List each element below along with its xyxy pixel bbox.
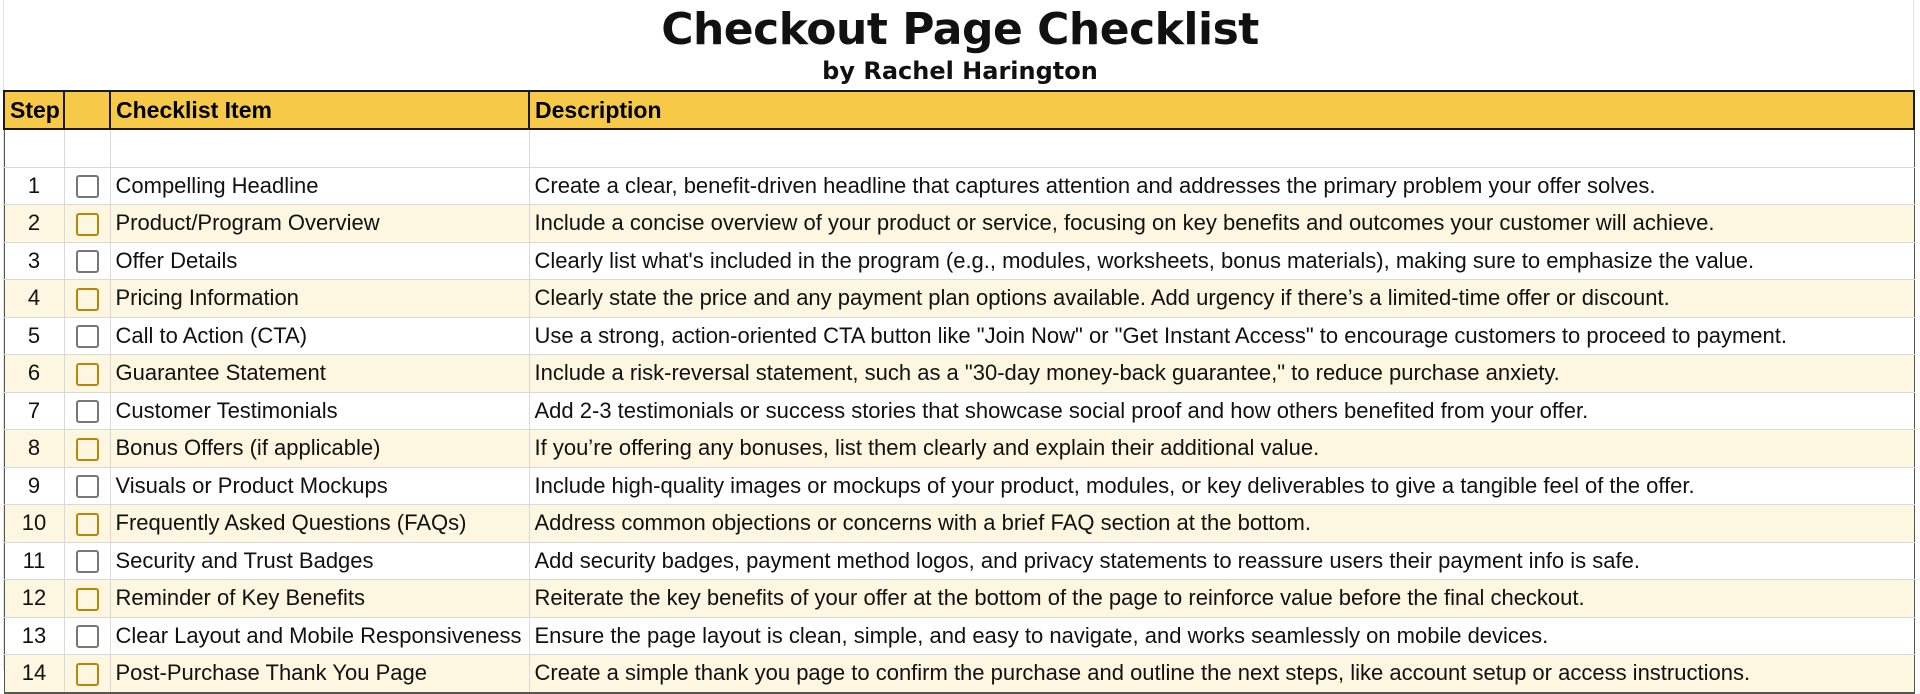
checkbox-cell bbox=[64, 430, 110, 468]
checkbox-cell bbox=[64, 505, 110, 543]
header-gap bbox=[4, 129, 1914, 167]
table-row bbox=[4, 205, 1914, 243]
checklist-checkbox[interactable] bbox=[76, 625, 99, 648]
checklist-checkbox[interactable] bbox=[76, 400, 99, 423]
item-description[interactable]: If you’re offering any bonuses, list them clearly and explain their additional value. bbox=[529, 430, 1914, 468]
item-description[interactable]: Create a clear, benefit-driven headline that captures attention and addresses the primary problem your offer solves. bbox=[529, 167, 1914, 205]
table-row bbox=[4, 167, 1914, 205]
checklist-checkbox[interactable] bbox=[76, 663, 99, 686]
step-number: 7 bbox=[4, 392, 64, 430]
checklist-checkbox[interactable] bbox=[76, 588, 99, 611]
item-description[interactable]: Clearly state the price and any payment plan options available. Add urgency if there’s a limited-time offer or discount. bbox=[529, 280, 1914, 318]
table-row bbox=[4, 317, 1914, 355]
checklist-checkbox[interactable] bbox=[76, 475, 99, 498]
item-description[interactable]: Ensure the page layout is clean, simple, and easy to navigate, and works seamlessly on mobile devices. bbox=[529, 617, 1914, 655]
checkbox-cell bbox=[64, 467, 110, 505]
table-row bbox=[4, 542, 1914, 580]
checkbox-cell bbox=[64, 317, 110, 355]
item-description[interactable]: Use a strong, action-oriented CTA button like "Join Now" or "Get Instant Access" to encourage customers to proceed to payment. bbox=[529, 317, 1914, 355]
page-subtitle: by Rachel Harington bbox=[822, 57, 1098, 85]
checklist-item[interactable]: Offer Details bbox=[110, 242, 529, 280]
item-description[interactable]: Include high-quality images or mockups of your product, modules, or key deliverables to give a tangible feel of the offer. bbox=[529, 467, 1914, 505]
page-title: Checkout Page Checklist bbox=[661, 4, 1259, 55]
checklist-item[interactable]: Reminder of Key Benefits bbox=[110, 580, 529, 618]
table-row bbox=[4, 242, 1914, 280]
checkbox-cell bbox=[64, 392, 110, 430]
checkbox-cell bbox=[64, 280, 110, 318]
header-row bbox=[4, 91, 1914, 129]
description-header[interactable]: Description bbox=[529, 91, 1914, 129]
checklist-checkbox[interactable] bbox=[76, 288, 99, 311]
step-header[interactable]: Step bbox=[4, 91, 64, 129]
step-number: 2 bbox=[4, 205, 64, 243]
step-number: 11 bbox=[4, 542, 64, 580]
checklist-checkbox[interactable] bbox=[76, 438, 99, 461]
checklist-item[interactable]: Guarantee Statement bbox=[110, 355, 529, 393]
checklist-checkbox[interactable] bbox=[76, 250, 99, 273]
step-number: 14 bbox=[4, 655, 64, 693]
item-description[interactable]: Include a concise overview of your product or service, focusing on key benefits and outcomes your customer will achieve. bbox=[529, 205, 1914, 243]
checklist-item[interactable]: Call to Action (CTA) bbox=[110, 317, 529, 355]
step-number: 5 bbox=[4, 317, 64, 355]
table-row bbox=[4, 467, 1914, 505]
checklist-item[interactable]: Clear Layout and Mobile Responsiveness bbox=[110, 617, 529, 655]
check-header[interactable] bbox=[64, 91, 110, 129]
step-number: 10 bbox=[4, 505, 64, 543]
item-header[interactable]: Checklist Item bbox=[110, 91, 529, 129]
item-description[interactable]: Include a risk-reversal statement, such as a "30-day money-back guarantee," to reduce purchase anxiety. bbox=[529, 355, 1914, 393]
step-number: 4 bbox=[4, 280, 64, 318]
checklist-checkbox[interactable] bbox=[76, 175, 99, 198]
checklist-item[interactable]: Frequently Asked Questions (FAQs) bbox=[110, 505, 529, 543]
checklist-checkbox[interactable] bbox=[76, 550, 99, 573]
item-description[interactable]: Add security badges, payment method logos, and privacy statements to reassure users their payment info is safe. bbox=[529, 542, 1914, 580]
checklist-item[interactable]: Product/Program Overview bbox=[110, 205, 529, 243]
table-row bbox=[4, 580, 1914, 618]
table-row bbox=[4, 505, 1914, 543]
checkbox-cell bbox=[64, 242, 110, 280]
checkbox-cell bbox=[64, 617, 110, 655]
item-description[interactable]: Address common objections or concerns with a brief FAQ section at the bottom. bbox=[529, 505, 1914, 543]
checkbox-cell bbox=[64, 580, 110, 618]
checkbox-cell bbox=[64, 655, 110, 693]
table-row bbox=[4, 392, 1914, 430]
step-number: 6 bbox=[4, 355, 64, 393]
table-row bbox=[4, 617, 1914, 655]
step-number: 12 bbox=[4, 580, 64, 618]
step-number: 13 bbox=[4, 617, 64, 655]
checklist-checkbox[interactable] bbox=[76, 513, 99, 536]
checklist-checkbox[interactable] bbox=[76, 213, 99, 236]
item-description[interactable]: Reiterate the key benefits of your offer at the bottom of the page to reinforce value before the final checkout. bbox=[529, 580, 1914, 618]
step-number: 3 bbox=[4, 242, 64, 280]
table-row bbox=[4, 655, 1914, 693]
checkbox-cell bbox=[64, 205, 110, 243]
item-description[interactable]: Create a simple thank you page to confirm the purchase and outline the next steps, like account setup or access instructions. bbox=[529, 655, 1914, 693]
checklist-item[interactable]: Security and Trust Badges bbox=[110, 542, 529, 580]
checklist-item[interactable]: Compelling Headline bbox=[110, 167, 529, 205]
checklist-item[interactable]: Customer Testimonials bbox=[110, 392, 529, 430]
step-number: 1 bbox=[4, 167, 64, 205]
checklist-checkbox[interactable] bbox=[76, 363, 99, 386]
checklist-table bbox=[3, 90, 1915, 694]
checklist-checkbox[interactable] bbox=[76, 325, 99, 348]
item-description[interactable]: Add 2-3 testimonials or success stories that showcase social proof and how others benefited from your offer. bbox=[529, 392, 1914, 430]
table-row bbox=[4, 355, 1914, 393]
checklist-item[interactable]: Post-Purchase Thank You Page bbox=[110, 655, 529, 693]
checkbox-cell bbox=[64, 542, 110, 580]
checklist-item[interactable]: Visuals or Product Mockups bbox=[110, 467, 529, 505]
checklist-item[interactable]: Pricing Information bbox=[110, 280, 529, 318]
table-row bbox=[4, 430, 1914, 468]
item-description[interactable]: Clearly list what's included in the program (e.g., modules, worksheets, bonus materials), making sure to emphasize the value. bbox=[529, 242, 1914, 280]
checkbox-cell bbox=[64, 167, 110, 205]
step-number: 8 bbox=[4, 430, 64, 468]
table-row bbox=[4, 280, 1914, 318]
checkbox-cell bbox=[64, 355, 110, 393]
step-number: 9 bbox=[4, 467, 64, 505]
checklist-item[interactable]: Bonus Offers (if applicable) bbox=[110, 430, 529, 468]
